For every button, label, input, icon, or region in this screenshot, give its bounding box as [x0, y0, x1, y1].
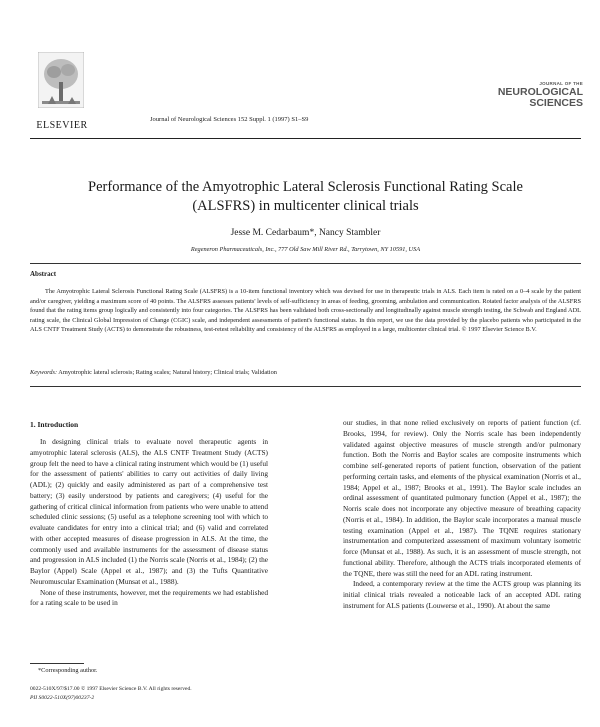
- footnote-divider: [30, 663, 84, 664]
- left-column: [30, 437, 268, 609]
- pii-line: PII S0022-510X(97)00237-2: [30, 695, 95, 701]
- journal-logo: [468, 81, 583, 109]
- journal-logo-line2: SCIENCES: [529, 97, 583, 109]
- journal-logo-small: JOURNAL OF THE: [539, 81, 583, 86]
- keywords: [30, 369, 581, 376]
- journal-logo-line1: NEUROLOGICAL: [497, 86, 583, 98]
- tree-icon: [38, 52, 84, 108]
- keywords-list: Amyotrophic lateral sclerosis; Rating scales; Natural history; Clinical trials; Validation: [58, 369, 277, 376]
- right-column: [343, 418, 581, 612]
- journal-citation: Journal of Neurological Sciences 152 Suppl. 1 (1997) S1–S9: [150, 116, 309, 123]
- paragraph: None of these instruments, however, met the requirements we had established for a rating scale to be used in: [30, 587, 268, 608]
- footnote: *Corresponding author.: [38, 667, 98, 674]
- title-line-2: (ALSFRS) in multicenter clinical trials: [192, 198, 419, 214]
- affiliation: Regeneron Pharmaceuticals, Inc., 777 Old Saw Mill River Rd., Tarrytown, NY 10591, USA: [190, 246, 421, 253]
- title-line-1: Performance of the Amyotrophic Lateral Sclerosis Functional Rating Scale: [88, 179, 523, 195]
- publisher-name: ELSEVIER: [36, 120, 88, 131]
- keywords-label: Keywords:: [30, 369, 58, 376]
- abstract-bottom-divider: [30, 386, 581, 387]
- abstract-text: The Amyotrophic Lateral Sclerosis Functional Rating Scale (ALSFRS) is a 10-item functional inventory which was devised for use in therapeutic trials in ALS. Each item is rated on a 0–4 scale by the patient and/or caregiver, yielding a maximum score of 40 points. The ALSFRS assesses patients' levels of self-sufficiency in areas of feeding, grooming, ambulation and communication. Rotated factor analysis of the ALSFRS found that the rating items group logically and consistently into four categories. The ALSFRS has been validated both cross-sectionally and longitudinally against muscle strength testing, the Schwab and England ADL rating scale, the Clinical Global Impression of Change (CGIC) scale, and independent assessments of patient's functional status. In this report, we use the data provided by the placebo patients who participated in the ALS CNTF Treatment Study (ACTS) to demonstrate the robustness, test-retest reliability and consistency of the ALSFRS as employed in a large, multicenter clinical trial. © 1997 Elsevier Science B.V.: [30, 288, 581, 334]
- section-heading-introduction: 1. Introduction: [30, 420, 79, 429]
- article-title: [30, 178, 581, 216]
- paragraph: Indeed, a contemporary review at the time the ACTS group was planning its initial clinical trials revealed a noticeable lack of an accepted ADL rating instrument for ALS patients (Louwerse et al., 1990). At about the same: [343, 579, 581, 610]
- abstract-top-divider: [30, 263, 581, 264]
- copyright-line: 0022-510X/97/$17.00 © 1997 Elsevier Science B.V. All rights reserved.: [30, 686, 192, 692]
- paragraph: In designing clinical trials to evaluate novel therapeutic agents in amyotrophic lateral sclerosis (ALS), the ALS CNTF Treatment Study (ACTS) group felt the need to have a clinical rating instrument which would be (1) useful for the assessment of patients' abilities to carry out activities of daily living (ADL); (2) quickly and easily administered as part of a comprehensive test battery; (3) easily understood by patients and caregivers; (4) useful for the gathering of critical clinical information from patients who were unable to attend scheduled clinic sessions; (5) useful as a telephone screening tool with which to evaluate candidates for entry into a clinical trial; and (6) valid and correlated with other accepted measures of disease progression in ALS. At the time, the commonly used and available instruments for the assessment of disease status and progression in ALS included (1) the Norris scale (Norris et al., 1984); (2) the Baylor (Appel) Scale (Appel et al., 1987); and (3) the Tufts Quantitative Neuromuscular Examination (Munsat et al., 1988).: [30, 437, 268, 586]
- copyright-block: [30, 685, 192, 703]
- elsevier-tree-logo: [38, 52, 84, 122]
- paragraph: our studies, in that none relied exclusively on reports of patient function (cf. Brooks, 1994, for review). Only the Norris scale has been independently validated against objective measures of muscle strength and/or pulmonary function. Both the Norris and Baylor scales are composite instruments which combine self-generated reports of patient function, observation of the patient performing certain tasks, and elements of the physical examination (Norris et al., 1984; Appel et al., 1987; Brooks et al., 1991). The Baylor scale includes an ordinal assessment of quantitated pulmonary function (Appel et al., 1987); the Norris scale does not incorporate any objective measure of breathing capacity (Norris et al., 1984). In addition, the Baylor scale incorporates a manual muscle testing examination (Appel et al., 1987). The TQNE requires stationary instrumentation and computerized assessment of maximum voluntary isometric force (Munsat et al., 1988). As such, it is an assessment of muscle strength, not functional ability. Therefore, although the ACTS trials incorporated elements of the TQNE, there was still the need for an ADL rating instrument.: [343, 418, 581, 578]
- abstract-heading: Abstract: [30, 270, 57, 278]
- header-divider: [30, 138, 581, 139]
- authors: Jesse M. Cedarbaum*, Nancy Stambler: [230, 228, 381, 238]
